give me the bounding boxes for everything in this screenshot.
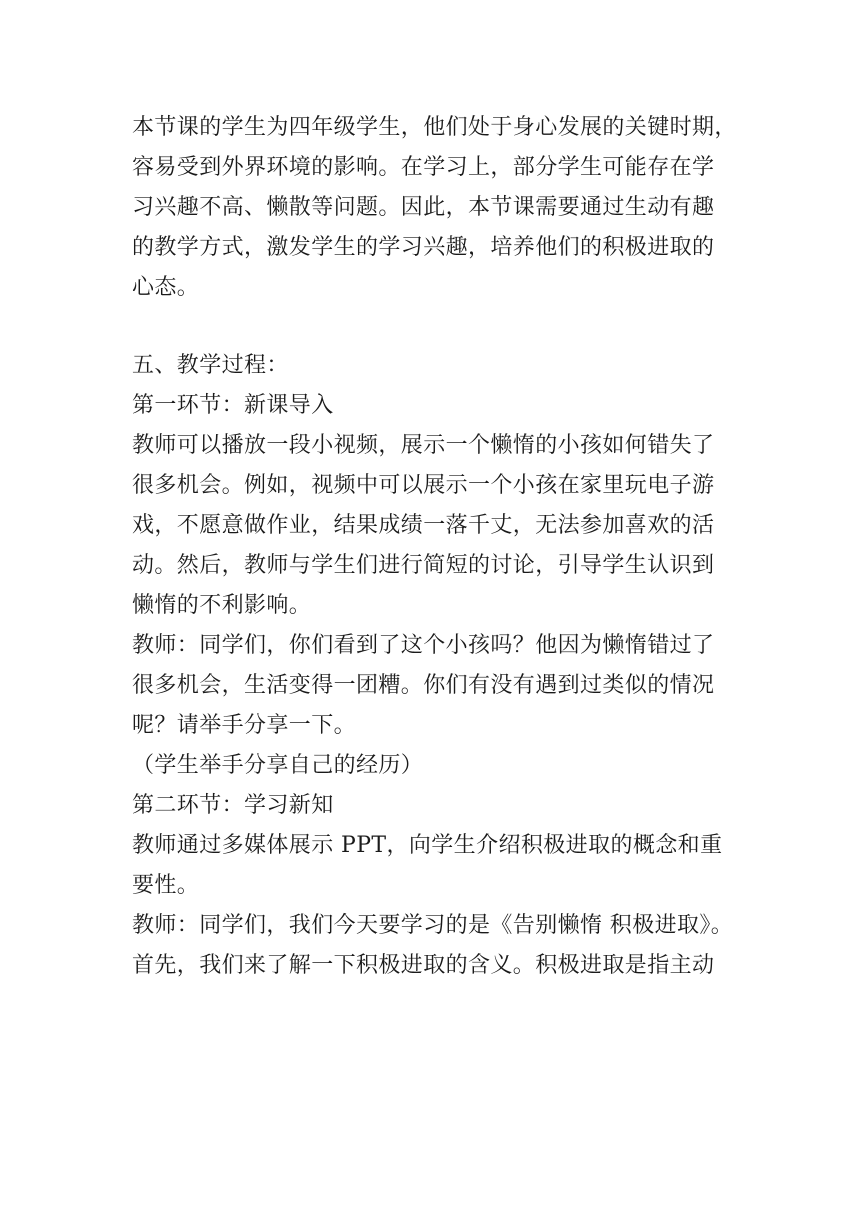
stage1-paragraph — [132, 426, 752, 626]
text-line: 很多机会。例如，视频中可以展示一个小孩在家里玩电子游 — [132, 473, 715, 498]
document-page — [132, 108, 752, 986]
text-line: 首先，我们来了解一下积极进取的含义。积极进取是指主动 — [132, 953, 715, 978]
teacher-dialogue-2 — [132, 906, 752, 986]
text-line: 懒惰的不利影响。 — [132, 593, 312, 618]
text-line: 戏，不愿意做作业，结果成绩一落千丈，无法参加喜欢的活 — [132, 513, 715, 538]
text-line: 呢？请举手分享一下。 — [132, 713, 357, 738]
stage2-paragraph — [132, 826, 752, 906]
teacher-dialogue-1 — [132, 626, 752, 746]
text-line: 教师：同学们，我们今天要学习的是《告别懒惰 积极进取》。 — [132, 913, 734, 938]
text-line: 很多机会，生活变得一团糟。你们有没有遇到过类似的情况 — [132, 673, 715, 698]
stage1-heading: 第一环节：新课导入 — [132, 393, 334, 418]
text-line: 容易受到外界环境的影响。在学习上，部分学生可能存在学 — [132, 155, 715, 180]
text-line: 要性。 — [132, 873, 200, 898]
intro-paragraph — [132, 108, 752, 308]
student-note: （学生举手分享自己的经历） — [132, 753, 424, 778]
text-line: 的教学方式，激发学生的学习兴趣，培养他们的积极进取的 — [132, 235, 715, 260]
text-line: 动。然后，教师与学生们进行简短的讨论，引导学生认识到 — [132, 553, 715, 578]
text-line: 习兴趣不高、懒散等问题。因此，本节课需要通过生动有趣 — [132, 195, 715, 220]
stage2-heading: 第二环节：学习新知 — [132, 793, 334, 818]
text-line: 心态。 — [132, 275, 200, 300]
paragraph-gap — [132, 308, 752, 346]
text-line: 教师：同学们，你们看到了这个小孩吗？他因为懒惰错过了 — [132, 633, 715, 658]
section-heading: 五、教学过程： — [132, 353, 289, 378]
text-line: 教师通过多媒体展示 PPT，向学生介绍积极进取的概念和重 — [132, 833, 723, 858]
text-line: 本节课的学生为四年级学生，他们处于身心发展的关键时期， — [132, 115, 737, 140]
text-line: 教师可以播放一段小视频，展示一个懒惰的小孩如何错失了 — [132, 433, 715, 458]
